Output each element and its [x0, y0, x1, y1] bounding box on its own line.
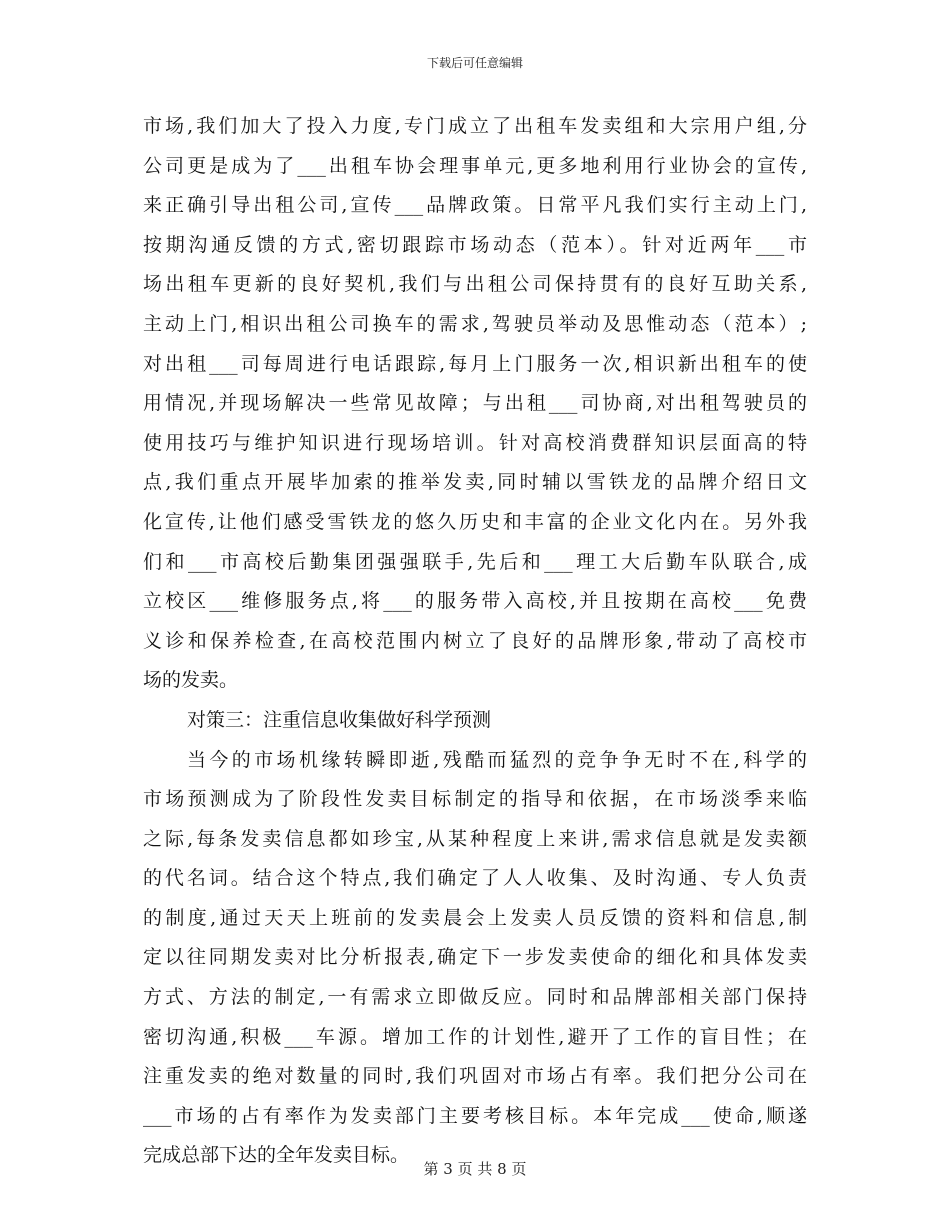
- text-line: 使用技巧与维护知识进行现场培训。针对高校消费群知识层面高的特: [143, 431, 807, 454]
- text-line: 按期沟通反馈的方式,密切跟踪市场动态（范本）。针对近两年___市: [143, 233, 807, 256]
- text-line: 的制度,通过天天上班前的发卖晨会上发卖人员反馈的资料和信息,制: [143, 906, 807, 929]
- text-line: 密切沟通,积极___车源。增加工作的计划性,避开了工作的盲目性；在: [143, 1025, 807, 1048]
- text-line: 化宣传,让他们感受雪铁龙的悠久历史和丰富的企业文化内在。另外我: [143, 510, 807, 533]
- heading-line: 对策三：注重信息收集做好科学预测: [187, 708, 492, 731]
- text-line: 市场,我们加大了投入力度,专门成立了出租车发卖组和大宗用户组,分: [143, 115, 807, 137]
- text-line: 当今的市场机缘转瞬即逝,残酷而猛烈的竞争争无时不在,科学的: [187, 748, 807, 771]
- text-line: 场的发卖。: [143, 669, 239, 692]
- text-line: 义诊和保养检查,在高校范围内树立了良好的品牌形象,带动了高校市: [143, 629, 807, 652]
- text-line: 对出租___司每周进行电话跟踪,每月上门服务一次,相识新出租车的使: [143, 352, 807, 375]
- section-heading: [143, 701, 807, 741]
- text-line: 定以往同期发卖对比分析报表,确定下一步发卖使命的细化和具体发卖: [143, 946, 807, 969]
- text-line: 完成总部下达的全年发卖目标。: [143, 1144, 410, 1167]
- document-body: [143, 107, 807, 1176]
- text-line: 之际,每条发卖信息都如珍宝,从某种程度上来讲,需求信息就是发卖额: [143, 827, 807, 850]
- text-line: 们和___市高校后勤集团强强联手,先后和___理工大后勤车队联合,成: [143, 550, 807, 573]
- text-line: 主动上门,相识出租公司换车的需求,驾驶员举动及思惟动态（范本）;: [143, 312, 807, 335]
- page-number: 第 3 页 共 8 页: [423, 1160, 527, 1178]
- text-line: 市场预测成为了阶段性发卖目标制定的指导和依据，在市场淡季来临: [143, 788, 807, 811]
- paragraph-forecast: [143, 741, 807, 1177]
- text-line: 注重发卖的绝对数量的同时,我们巩固对市场占有率。我们把分公司在: [143, 1065, 807, 1088]
- text-line: 方式、方法的制定,一有需求立即做反应。同时和品牌部相关部门保持: [143, 986, 807, 1009]
- paragraph-campaign: [143, 107, 807, 701]
- text-line: ___市场的占有率作为发卖部门主要考核目标。本年完成___使命,顺遂: [143, 1104, 807, 1127]
- text-line: 点,我们重点开展毕加索的推举发卖,同时辅以雪铁龙的品牌介绍日文: [143, 471, 807, 494]
- page-header: 下载后可任意编辑: [426, 56, 523, 70]
- text-line: 的代名词。结合这个特点,我们确定了人人收集、及时沟通、专人负责: [143, 867, 807, 890]
- text-line: 来正确引导出租公司,宣传___品牌政策。日常平凡我们实行主动上门,: [143, 194, 807, 217]
- text-line: 立校区___维修服务点,将___的服务带入高校,并且按期在高校___免费: [143, 590, 807, 613]
- text-line: 用情况,并现场解决一些常见故障；与出租___司协商,对出租驾驶员的: [143, 392, 807, 415]
- text-line: 场出租车更新的良好契机,我们与出租公司保持贯有的良好互助关系,: [143, 273, 807, 296]
- text-line: 公司更是成为了___出租车协会理事单元,更多地利用行业协会的宣传,: [143, 154, 807, 177]
